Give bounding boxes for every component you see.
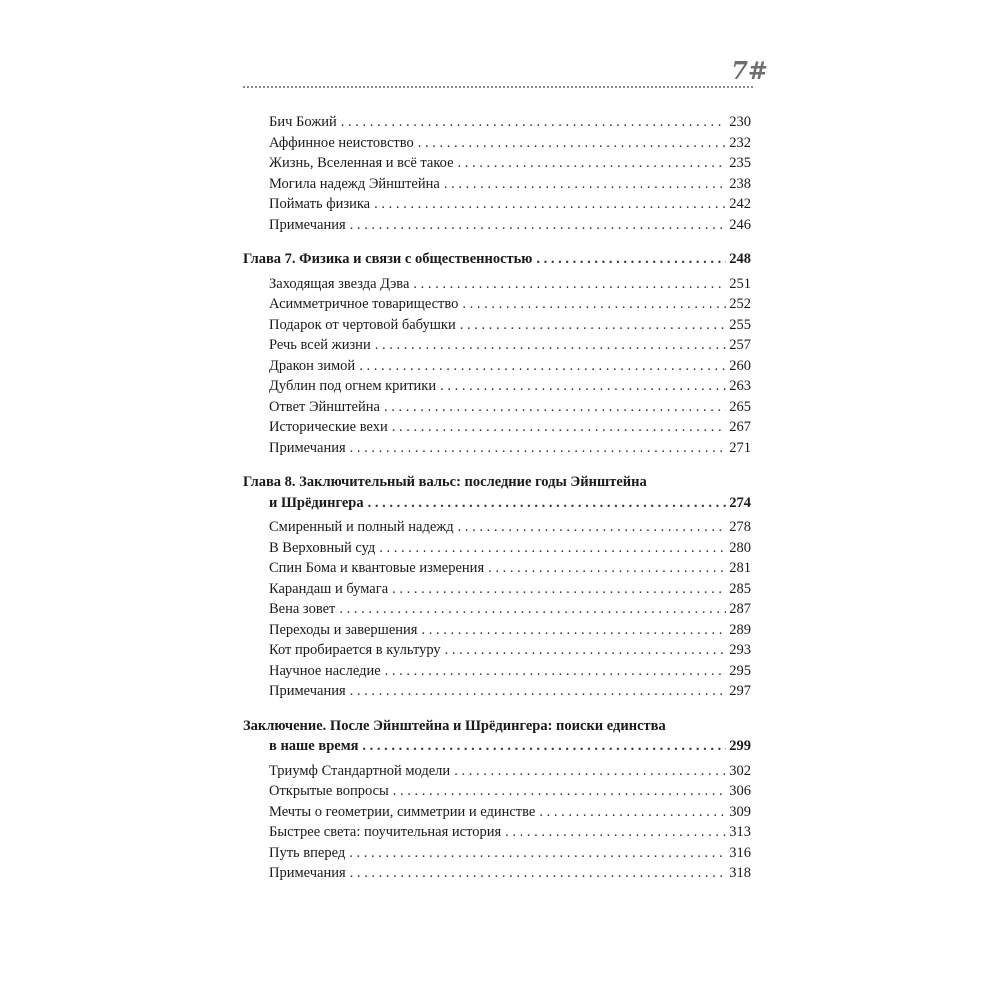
toc-entry-page: 297 bbox=[729, 683, 751, 699]
toc-entry[interactable] bbox=[243, 438, 751, 459]
spacer bbox=[243, 235, 751, 249]
dot-leader bbox=[349, 843, 726, 864]
toc-entry-title: Открытые вопросы bbox=[269, 783, 389, 799]
toc-entry-page: 255 bbox=[729, 316, 751, 333]
toc-entry[interactable] bbox=[243, 640, 751, 661]
dot-leader bbox=[393, 781, 726, 802]
toc-entry[interactable] bbox=[243, 174, 751, 195]
toc-entry-title: Карандаш и бумага bbox=[269, 580, 389, 597]
toc-entry-page: 278 bbox=[729, 519, 751, 535]
dot-leader bbox=[505, 822, 726, 843]
toc-chapter-page: 299 bbox=[729, 738, 751, 754]
dot-leader bbox=[374, 194, 726, 215]
toc-entry[interactable] bbox=[243, 335, 751, 356]
spacer bbox=[243, 702, 751, 716]
toc-entry[interactable] bbox=[243, 153, 751, 174]
toc-entry-page: 318 bbox=[729, 865, 751, 881]
toc-entry[interactable] bbox=[243, 356, 751, 377]
dot-leader bbox=[413, 274, 726, 295]
toc-entry-title: Подарок от чертовой бабушки bbox=[269, 316, 456, 333]
toc-entry-title: Заходящая звезда Дэва bbox=[269, 275, 410, 292]
toc-entry-title: Триумф Стандартной модели bbox=[269, 762, 451, 779]
toc-entry-page: 267 bbox=[729, 419, 751, 435]
toc-entry-title: Спин Бома и квантовые измерения bbox=[269, 560, 485, 576]
toc-entry-title: Могила надежд Эйнштейна bbox=[269, 175, 440, 192]
toc-entry-page: 232 bbox=[729, 134, 751, 151]
spacer bbox=[243, 458, 751, 472]
dot-leader bbox=[350, 681, 727, 702]
toc-entry-page: 295 bbox=[729, 662, 751, 679]
toc-entry[interactable] bbox=[243, 761, 751, 782]
toc-entry-title: Кот пробирается в культуру bbox=[269, 642, 441, 658]
toc-entry[interactable] bbox=[243, 417, 751, 438]
toc-chapter-title: Глава 7. Физика и связи с общественностью bbox=[243, 251, 533, 267]
toc-entry[interactable] bbox=[243, 215, 751, 236]
toc-entry[interactable] bbox=[243, 579, 751, 600]
toc-entry-title: Вена зовет bbox=[269, 601, 336, 617]
toc-entry-page: 271 bbox=[729, 439, 751, 456]
toc-entry-title: В Верховный суд bbox=[269, 539, 376, 556]
dot-leader bbox=[488, 558, 726, 579]
toc-entry[interactable] bbox=[243, 781, 751, 802]
toc-chapter-title-line1[interactable]: Заключение. После Эйнштейна и Шрёдингера: поиски единства bbox=[243, 717, 666, 734]
toc-entry-title: Поймать физика bbox=[269, 196, 371, 212]
toc-entry-title: Примечания bbox=[269, 865, 346, 881]
toc-entry-page: 281 bbox=[729, 560, 751, 576]
toc-entry-title: Смиренный и полный надежд bbox=[269, 519, 454, 535]
toc-entry-title: Дублин под огнем критики bbox=[269, 378, 437, 394]
dot-leader bbox=[359, 356, 726, 377]
toc-entry-title: Примечания bbox=[269, 683, 346, 699]
toc-entry-page: 289 bbox=[729, 621, 751, 638]
dot-leader bbox=[339, 599, 726, 620]
toc-entry-page: 302 bbox=[729, 762, 751, 779]
toc-entry-page: 316 bbox=[729, 844, 751, 861]
toc-entry-title: Ответ Эйнштейна bbox=[269, 398, 380, 415]
toc-entry-title: Бич Божий bbox=[269, 114, 337, 130]
dot-leader bbox=[539, 802, 726, 823]
toc-entry[interactable] bbox=[243, 194, 751, 215]
toc-entry-page: 257 bbox=[729, 337, 751, 353]
toc-chapter-title-line2: в наше время bbox=[269, 738, 359, 754]
dot-leader bbox=[458, 153, 727, 174]
dot-leader bbox=[341, 112, 726, 133]
toc-entry[interactable] bbox=[243, 274, 751, 295]
toc-entry-title: Быстрее света: поучительная история bbox=[269, 824, 502, 840]
toc-entry-page: 313 bbox=[729, 824, 751, 840]
toc-entry-title: Путь вперед bbox=[269, 844, 346, 861]
toc-chapter-entry[interactable] bbox=[243, 493, 751, 514]
toc-group bbox=[243, 112, 751, 235]
dot-leader bbox=[379, 538, 726, 559]
dot-leader bbox=[368, 493, 727, 514]
toc-entry-title: Исторические вехи bbox=[269, 419, 388, 435]
dot-leader bbox=[458, 517, 727, 538]
toc-entry[interactable] bbox=[243, 843, 751, 864]
toc-entry[interactable] bbox=[243, 133, 751, 154]
toc-entry[interactable] bbox=[243, 681, 751, 702]
toc-entry-page: 306 bbox=[729, 783, 751, 799]
toc-entry[interactable] bbox=[243, 376, 751, 397]
toc-entry-page: 251 bbox=[729, 275, 751, 292]
dot-leader bbox=[421, 620, 726, 641]
toc-entry-title: Научное наследие bbox=[269, 662, 381, 679]
dot-leader bbox=[350, 215, 727, 236]
dot-leader bbox=[445, 640, 727, 661]
toc-entry[interactable] bbox=[243, 802, 751, 823]
dot-leader bbox=[392, 579, 726, 600]
toc-entry[interactable] bbox=[243, 294, 751, 315]
toc-entry-page: 242 bbox=[729, 196, 751, 212]
toc-entry-title: Речь всей жизни bbox=[269, 337, 371, 353]
dot-leader bbox=[384, 397, 726, 418]
toc-group bbox=[243, 716, 751, 884]
toc-chapter-entry[interactable] bbox=[243, 249, 751, 270]
header-dotted-rule bbox=[243, 86, 753, 88]
toc-entry[interactable] bbox=[243, 558, 751, 579]
toc-entry[interactable] bbox=[243, 599, 751, 620]
toc-entry[interactable] bbox=[243, 517, 751, 538]
dot-leader bbox=[350, 863, 727, 884]
toc-entry-title: Мечты о геометрии, симметрии и единстве bbox=[269, 803, 536, 820]
dot-leader bbox=[392, 417, 727, 438]
toc-entry-page: 265 bbox=[729, 398, 751, 415]
toc-entry[interactable] bbox=[243, 661, 751, 682]
toc-entry[interactable] bbox=[243, 397, 751, 418]
table-of-contents bbox=[243, 112, 751, 884]
dot-leader bbox=[462, 294, 726, 315]
dot-leader bbox=[418, 133, 727, 154]
dot-leader bbox=[460, 315, 727, 336]
toc-entry-page: 235 bbox=[729, 155, 751, 171]
toc-entry-title: Асимметричное товарищество bbox=[269, 296, 459, 312]
dot-leader bbox=[454, 761, 726, 782]
toc-entry-page: 280 bbox=[729, 539, 751, 556]
toc-entry-page: 246 bbox=[729, 216, 751, 233]
toc-chapter-entry[interactable] bbox=[243, 736, 751, 757]
toc-entry[interactable] bbox=[243, 863, 751, 884]
dot-leader bbox=[375, 335, 727, 356]
toc-entry-page: 263 bbox=[729, 378, 751, 394]
dot-leader bbox=[362, 736, 726, 757]
dot-leader bbox=[385, 661, 727, 682]
toc-entry-page: 309 bbox=[729, 803, 751, 820]
page-number: 7# bbox=[731, 56, 768, 85]
toc-entry[interactable] bbox=[243, 315, 751, 336]
toc-entry-page: 252 bbox=[729, 296, 751, 312]
toc-entry-title: Примечания bbox=[269, 439, 346, 456]
toc-entry-title: Переходы и завершения bbox=[269, 621, 418, 638]
toc-group bbox=[243, 472, 751, 702]
toc-entry-page: 287 bbox=[729, 601, 751, 617]
toc-entry-page: 260 bbox=[729, 357, 751, 374]
toc-entry-title: Аффинное неистовство bbox=[269, 134, 414, 151]
dot-leader bbox=[350, 438, 727, 459]
toc-chapter-page: 248 bbox=[729, 251, 751, 267]
dot-leader bbox=[536, 249, 726, 270]
toc-entry-page: 230 bbox=[729, 114, 751, 130]
dot-leader bbox=[444, 174, 726, 195]
toc-entry-page: 238 bbox=[729, 175, 751, 192]
toc-chapter-page: 274 bbox=[729, 494, 751, 511]
toc-entry[interactable] bbox=[243, 822, 751, 843]
toc-entry-title: Дракон зимой bbox=[269, 357, 356, 374]
toc-chapter-title-line1[interactable]: Глава 8. Заключительный вальс: последние годы Эйнштейна bbox=[243, 474, 647, 490]
toc-entry-title: Примечания bbox=[269, 216, 346, 233]
toc-entry-page: 293 bbox=[729, 642, 751, 658]
toc-entry[interactable] bbox=[243, 620, 751, 641]
dot-leader bbox=[440, 376, 726, 397]
toc-entry-title: Жизнь, Вселенная и всё такое bbox=[269, 155, 454, 171]
toc-entry[interactable] bbox=[243, 112, 751, 133]
toc-chapter-title-line2: и Шрёдингера bbox=[269, 494, 364, 511]
toc-entry[interactable] bbox=[243, 538, 751, 559]
toc-group bbox=[243, 249, 751, 458]
toc-entry-page: 285 bbox=[729, 580, 751, 597]
